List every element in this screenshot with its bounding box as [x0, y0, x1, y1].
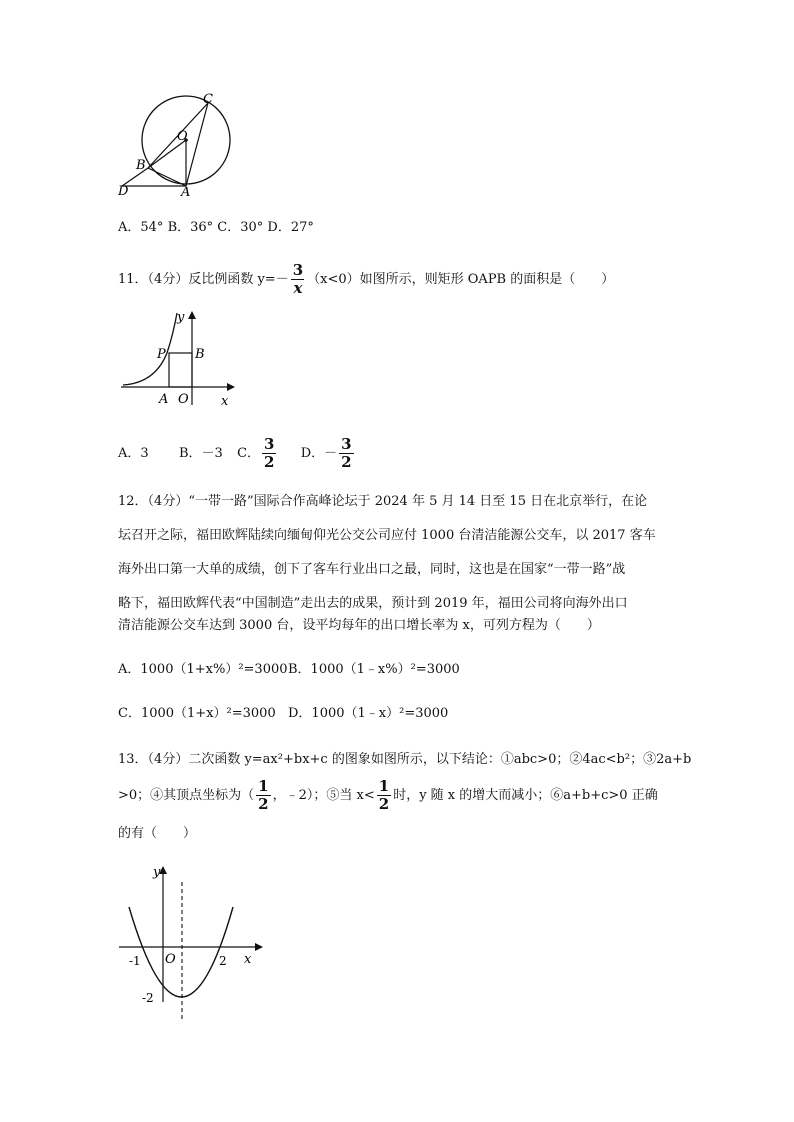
label-o: O [165, 952, 176, 967]
q13-line-1: 13．（4分）二次函数 y=ax²+bx+c 的图象如图所示，以下结论：①abc>0；②4ac<b²；③2a+b [118, 752, 692, 767]
label-c: C [203, 92, 213, 107]
label-o: O [178, 392, 189, 407]
line-ab [148, 168, 186, 186]
q11-option-d-den: 2 [341, 453, 352, 471]
q11-suffix: （x<0）如图所示，则矩形 OAPB 的面积是（ ） [307, 272, 615, 287]
label-o: O [177, 129, 188, 144]
q13-frac-1-num: 1 [258, 777, 269, 795]
q11-frac-den: x [293, 279, 303, 297]
q11-options [118, 436, 356, 471]
q11-option-d-fraction [339, 436, 353, 471]
label-neg2: -2 [142, 991, 154, 1005]
q13-frac-2-num: 1 [378, 777, 390, 795]
q12-option-a: A．1000（1+x%）²=3000 [118, 662, 288, 677]
q12-line-1: 12．（4分）“一带一路”国际合作高峰论坛于 2024 年 5 月 14 日至 15 日在北京举行，在论 [118, 494, 648, 509]
x-axis-arrow [255, 943, 263, 951]
q13-line-3: 的有（ ） [118, 826, 197, 841]
q11-option-c-fraction [262, 436, 276, 471]
q13-frac-2 [377, 778, 391, 813]
q11-option-c-num: 3 [264, 435, 275, 453]
q12-option-b: B．1000（1﹣x%）²=3000 [288, 662, 460, 677]
label-p: P [157, 347, 166, 362]
parabola-figure [115, 862, 265, 1027]
q11-option-c-den: 2 [264, 453, 275, 471]
q12-option-c: C．1000（1+x）²=3000 [118, 706, 276, 721]
q13-frac-2-den: 2 [378, 795, 390, 813]
x-axis-arrow [227, 383, 235, 391]
q11-option-b: B．－3 [178, 446, 223, 461]
q11-option-d-num: 3 [341, 435, 352, 453]
circle-tangent-figure [110, 90, 240, 200]
q13-frac-1-den: 2 [258, 795, 269, 813]
label-b: B [136, 158, 146, 173]
rectangle-oapb [169, 353, 192, 387]
q11-option-a: A．3 [118, 446, 149, 461]
q11-option-d-prefix: D．－ [300, 446, 338, 461]
q11-frac-num: 3 [292, 261, 304, 279]
line-ob [148, 140, 186, 168]
q11-minus: － [275, 272, 289, 287]
label-x: x [244, 952, 252, 967]
q12-line-3: 海外出口第一大单的成绩，创下了客车行业出口之最，同时，这也是在国家“一带一路”战 [118, 562, 626, 577]
q12-line-5: 清洁能源公交车达到 3000 台，设平均每年的出口增长率为 x，可列方程为（ ） [118, 618, 600, 633]
q13-line-2-a: >0；④其顶点坐标为（ [118, 788, 255, 803]
label-a: A [181, 185, 191, 200]
label-b: B [195, 347, 205, 362]
q11-prefix: 11．（4分）反比例函数 y= [118, 272, 276, 287]
q12-option-d: D．1000（1﹣x）²=3000 [288, 706, 449, 721]
q11-option-c-prefix: C． [237, 446, 261, 461]
label-2: 2 [219, 954, 227, 968]
parabola-curve [129, 907, 233, 997]
hyperbola-figure [115, 305, 245, 410]
q13-line-2-b: ，﹣2）；⑤当 x< [272, 788, 375, 803]
q13-frac-1 [256, 778, 270, 813]
q11-fraction [291, 262, 305, 297]
label-y: y [177, 310, 185, 325]
q13-line-2 [118, 778, 658, 814]
q13-line-2-c: 时，y 随 x 的增大而减小；⑥a+b+c>0 正确 [393, 788, 658, 803]
label-neg1: -1 [129, 954, 141, 968]
q10-options: A．54° B．36° C．30° D．27° [118, 220, 314, 235]
q12-line-2: 坛召开之际，福田欧辉陆续向缅甸仰光公交公司应付 1000 台清洁能源公交车，以 2017 客车 [118, 528, 656, 543]
label-y: y [153, 865, 161, 880]
label-x: x [221, 394, 229, 409]
q11-stem [118, 262, 614, 297]
label-d: D [118, 184, 129, 199]
y-axis-arrow [188, 311, 196, 319]
label-a: A [159, 392, 169, 407]
q12-line-4: 略下，福田欧辉代表“中国制造”走出去的成果，预计到 2019 年，福田公司将向海外出口 [118, 596, 628, 611]
